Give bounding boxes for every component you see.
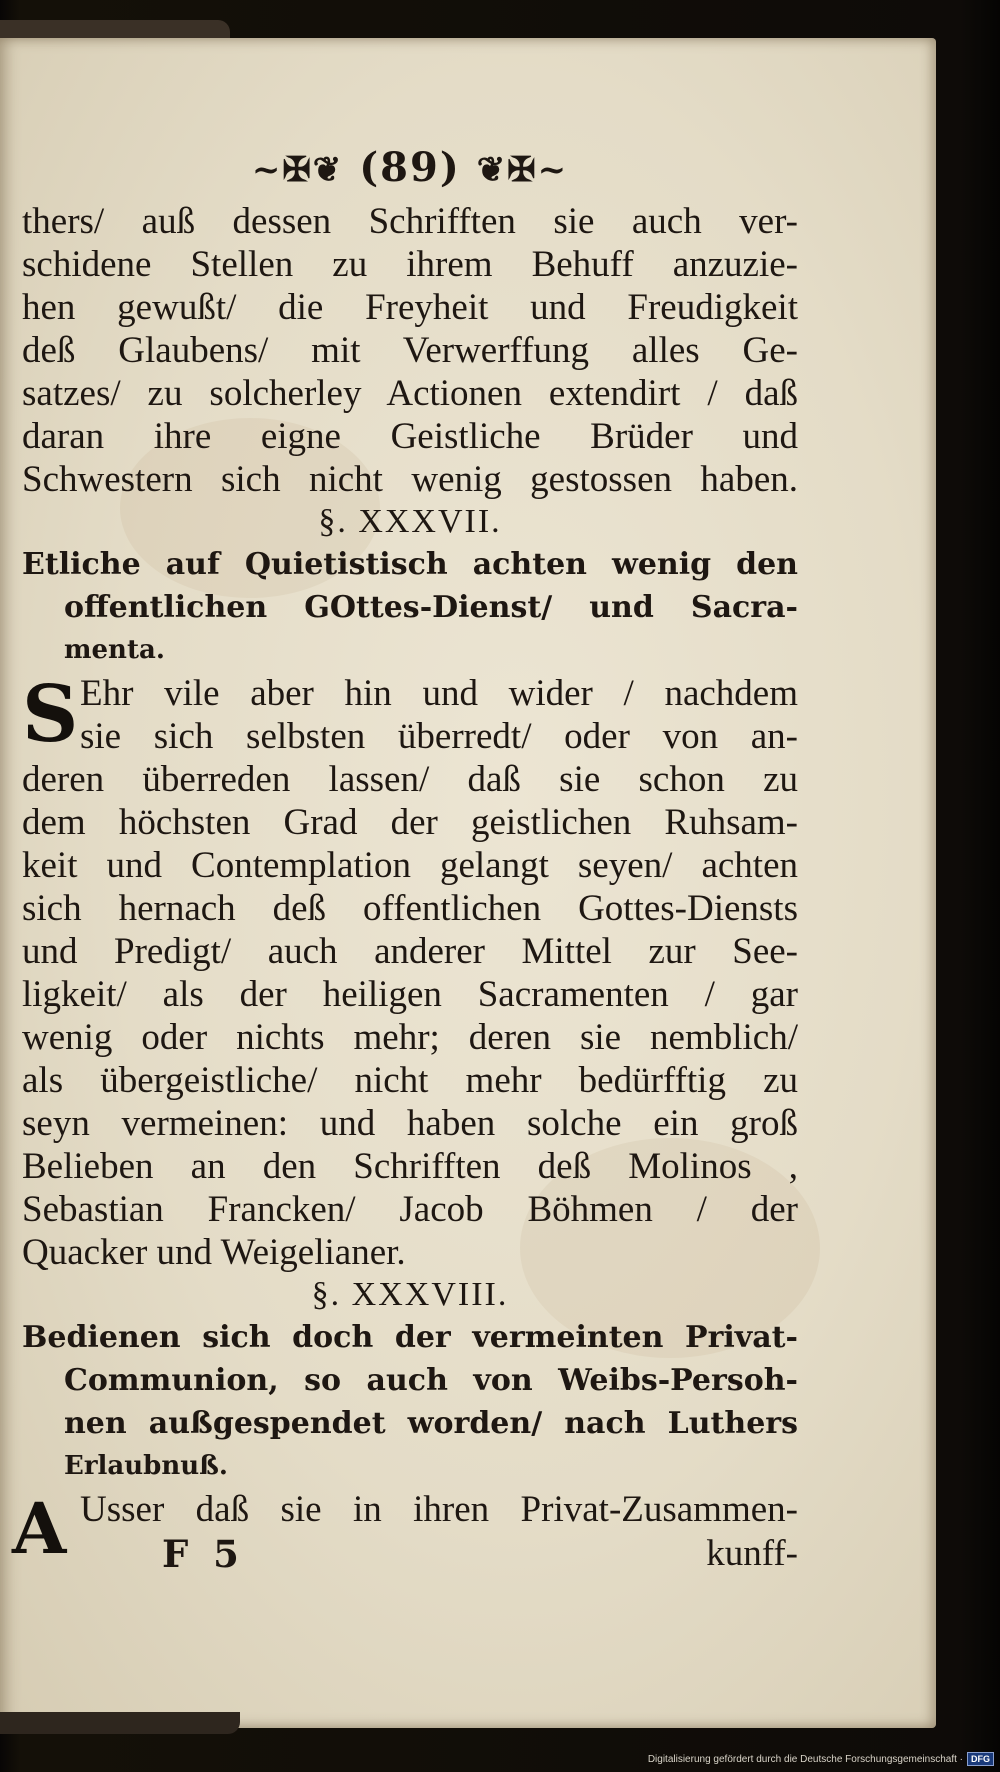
section-number: §. XXXVIII. <box>311 1276 509 1313</box>
paragraph-continued <box>22 200 798 501</box>
text-line: daran ihre eigne Geistliche Brüder und <box>22 416 798 457</box>
rubric-line: Communion, so auch von Weibs-Persoh- <box>64 1363 798 1398</box>
page-edge-bottom <box>0 1712 240 1734</box>
text-line: keit und Contemplation gelangt seyen/ achten <box>22 845 798 886</box>
text-line: seyn vermeinen: und haben solche ein groß <box>22 1103 798 1144</box>
rubric-line: menta. <box>64 635 165 665</box>
page-number: (89) <box>359 144 461 191</box>
section-rubric <box>22 543 798 672</box>
rubric-line: Bedienen sich doch der vermeinten Privat- <box>22 1320 798 1355</box>
text-line: Quacker und Weigelianer. <box>22 1232 406 1273</box>
text-line: deß Glaubens/ mit Verwerffung alles Ge- <box>22 330 798 371</box>
drop-cap-initial: S <box>22 669 79 760</box>
text-line: deren überreden lassen/ daß sie schon zu <box>22 759 798 800</box>
section-rubric <box>22 1316 798 1488</box>
text-line: sie sich selbsten überredt/ oder von an- <box>80 716 798 757</box>
header-ornament-left: ~✠❦ <box>251 150 344 190</box>
text-line: sich hernach deß offentlichen Gottes-Diensts <box>22 888 798 929</box>
rubric-line: Etliche auf Quietistisch achten wenig den <box>22 547 798 582</box>
text-line: Usser daß sie in ihren Privat-Zusammen- <box>80 1489 798 1530</box>
rubric-line: Erlaubnuß. <box>64 1451 228 1481</box>
drop-cap-initial: A <box>12 1487 67 1570</box>
catchword: kunff- <box>706 1533 798 1574</box>
paragraph-body <box>22 758 798 1274</box>
text-line: Sebastian Francken/ Jacob Böhmen / der <box>22 1189 798 1230</box>
digitization-credit <box>648 1752 994 1766</box>
text-line: als übergeistliche/ nicht mehr bedürfftig zu <box>22 1060 798 1101</box>
text-line: satzes/ zu solcherley Actionen extendirt / daß <box>22 373 798 414</box>
text-line: thers/ auß dessen Schrifften sie auch ver- <box>22 201 798 242</box>
text-line: Schwestern sich nicht wenig gestossen haben. <box>22 459 798 500</box>
rubric-line: nen außgespendet worden/ nach Luthers <box>64 1406 798 1441</box>
text-line: wenig oder nichts mehr; deren sie nemblich/ <box>22 1017 798 1058</box>
page-footer <box>22 1531 798 1577</box>
rubric-line: offentlichen GOttes-Dienst/ und Sacra- <box>64 590 798 625</box>
text-line: ligkeit/ als der heiligen Sacramenten / gar <box>22 974 798 1015</box>
text-line: schidene Stellen zu ihrem Behuff anzuzie- <box>22 244 798 285</box>
text-line: hen gewußt/ die Freyheit und Freudigkeit <box>22 287 798 328</box>
paragraph-with-initial <box>22 669 798 760</box>
text-line: und Predigt/ auch anderer Mittel zur See- <box>22 931 798 972</box>
section-number: §. XXXVII. <box>318 503 502 540</box>
header-ornament-right: ❦✠~ <box>476 150 569 190</box>
page-header <box>22 142 798 198</box>
text-line: Ehr vile aber hin und wider / nachdem <box>80 673 798 714</box>
dfg-logo[interactable]: DFG <box>967 1752 994 1766</box>
text-line: Belieben an den Schrifften deß Molinos , <box>22 1146 798 1187</box>
signature-mark: F 5 <box>162 1532 245 1576</box>
text-line: dem höchsten Grad der geistlichen Ruhsam- <box>22 802 798 843</box>
credit-text: Digitalisierung gefördert durch die Deutsche Forschungsgemeinschaft · <box>647 1753 963 1765</box>
page-text <box>12 142 798 1577</box>
